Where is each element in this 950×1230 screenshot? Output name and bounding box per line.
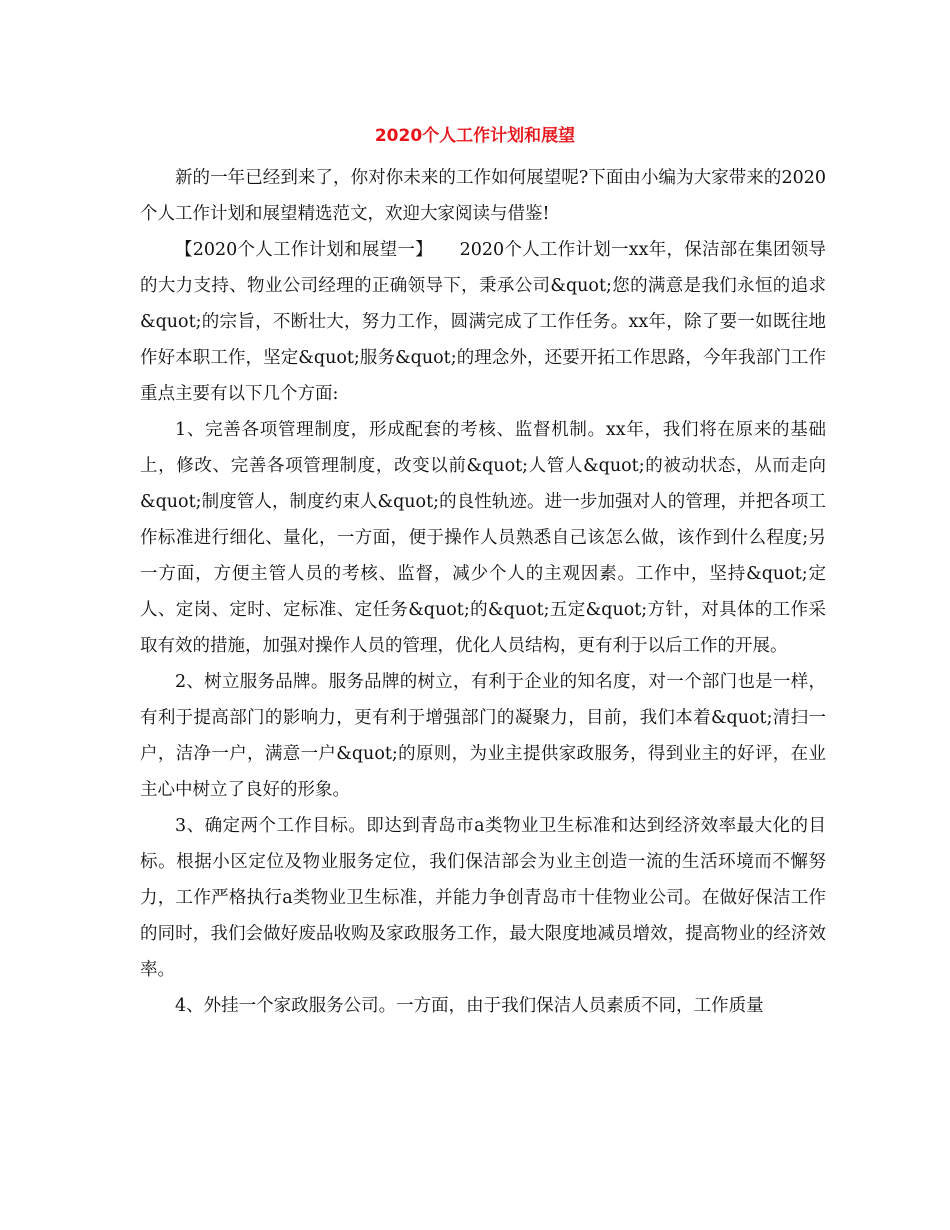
paragraph-item-1: 1、完善各项管理制度，形成配套的考核、监督机制。xx年，我们将在原来的基础上，修改、完善各项管理制度，改变以前&quot;人管人&quot;的被动状态，从而走向&quot;制度管人，制度约束人&quot;的良性轨迹。进一步加强对人的管理，并把各项工作标准进行细化、量化，一方面，便于操作人员熟悉自己该怎么做，该作到什么程度;另一方面，方便主管人员的考核、监督，减少个人的主观因素。工作中，坚持&quot;定人、定岗、定时、定标准、定任务&quot;的&quot;五定&quot;方针，对具体的工作采取有效的措施，加强对操作人员的管理，优化人员结构，更有利于以后工作的开展。 bbox=[140, 420, 826, 656]
paragraph-item-2: 2、树立服务品牌。服务品牌的树立，有利于企业的知名度，对一个部门也是一样，有利于提高部门的影响力，更有利于增强部门的凝聚力，目前，我们本着&quot;清扫一户，洁净一户，满意一户&quot;的原则，为业主提供家政服务，得到业主的好评，在业主心中树立了良好的形象。 bbox=[140, 672, 826, 800]
paragraph-item-4: 4、外挂一个家政服务公司。一方面，由于我们保洁人员素质不同，工作质量 bbox=[175, 996, 764, 1016]
paragraph-intro: 新的一年已经到来了，你对你未来的工作如何展望呢?下面由小编为大家带来的2020个人工作计划和展望精选范文，欢迎大家阅读与借鉴! bbox=[140, 168, 826, 224]
document-title: 2020个人工作计划和展望 bbox=[374, 126, 576, 146]
document-body bbox=[140, 160, 826, 1024]
paragraph-item-3: 3、确定两个工作目标。即达到青岛市a类物业卫生标准和达到经济效率最大化的目标。根据小区定位及物业服务定位，我们保洁部会为业主创造一流的生活环境而不懈努力，工作严格执行a类物业卫生标准，并能力争创青岛市十佳物业公司。在做好保洁工作的同时，我们会做好废品收购及家政服务工作，最大限度地减员增效，提高物业的经济效率。 bbox=[140, 816, 826, 980]
paragraph-plan-one: 【2020个人工作计划和展望一】 2020个人工作计划一xx年，保洁部在集团领导的大力支持、物业公司经理的正确领导下，秉承公司&quot;您的满意是我们永恒的追求&quot;的宗旨，不断壮大，努力工作，圆满完成了工作任务。xx年，除了要一如既往地作好本职工作，坚定&quot;服务&quot;的理念外，还要开拓工作思路，今年我部门工作重点主要有以下几个方面: bbox=[140, 240, 826, 404]
